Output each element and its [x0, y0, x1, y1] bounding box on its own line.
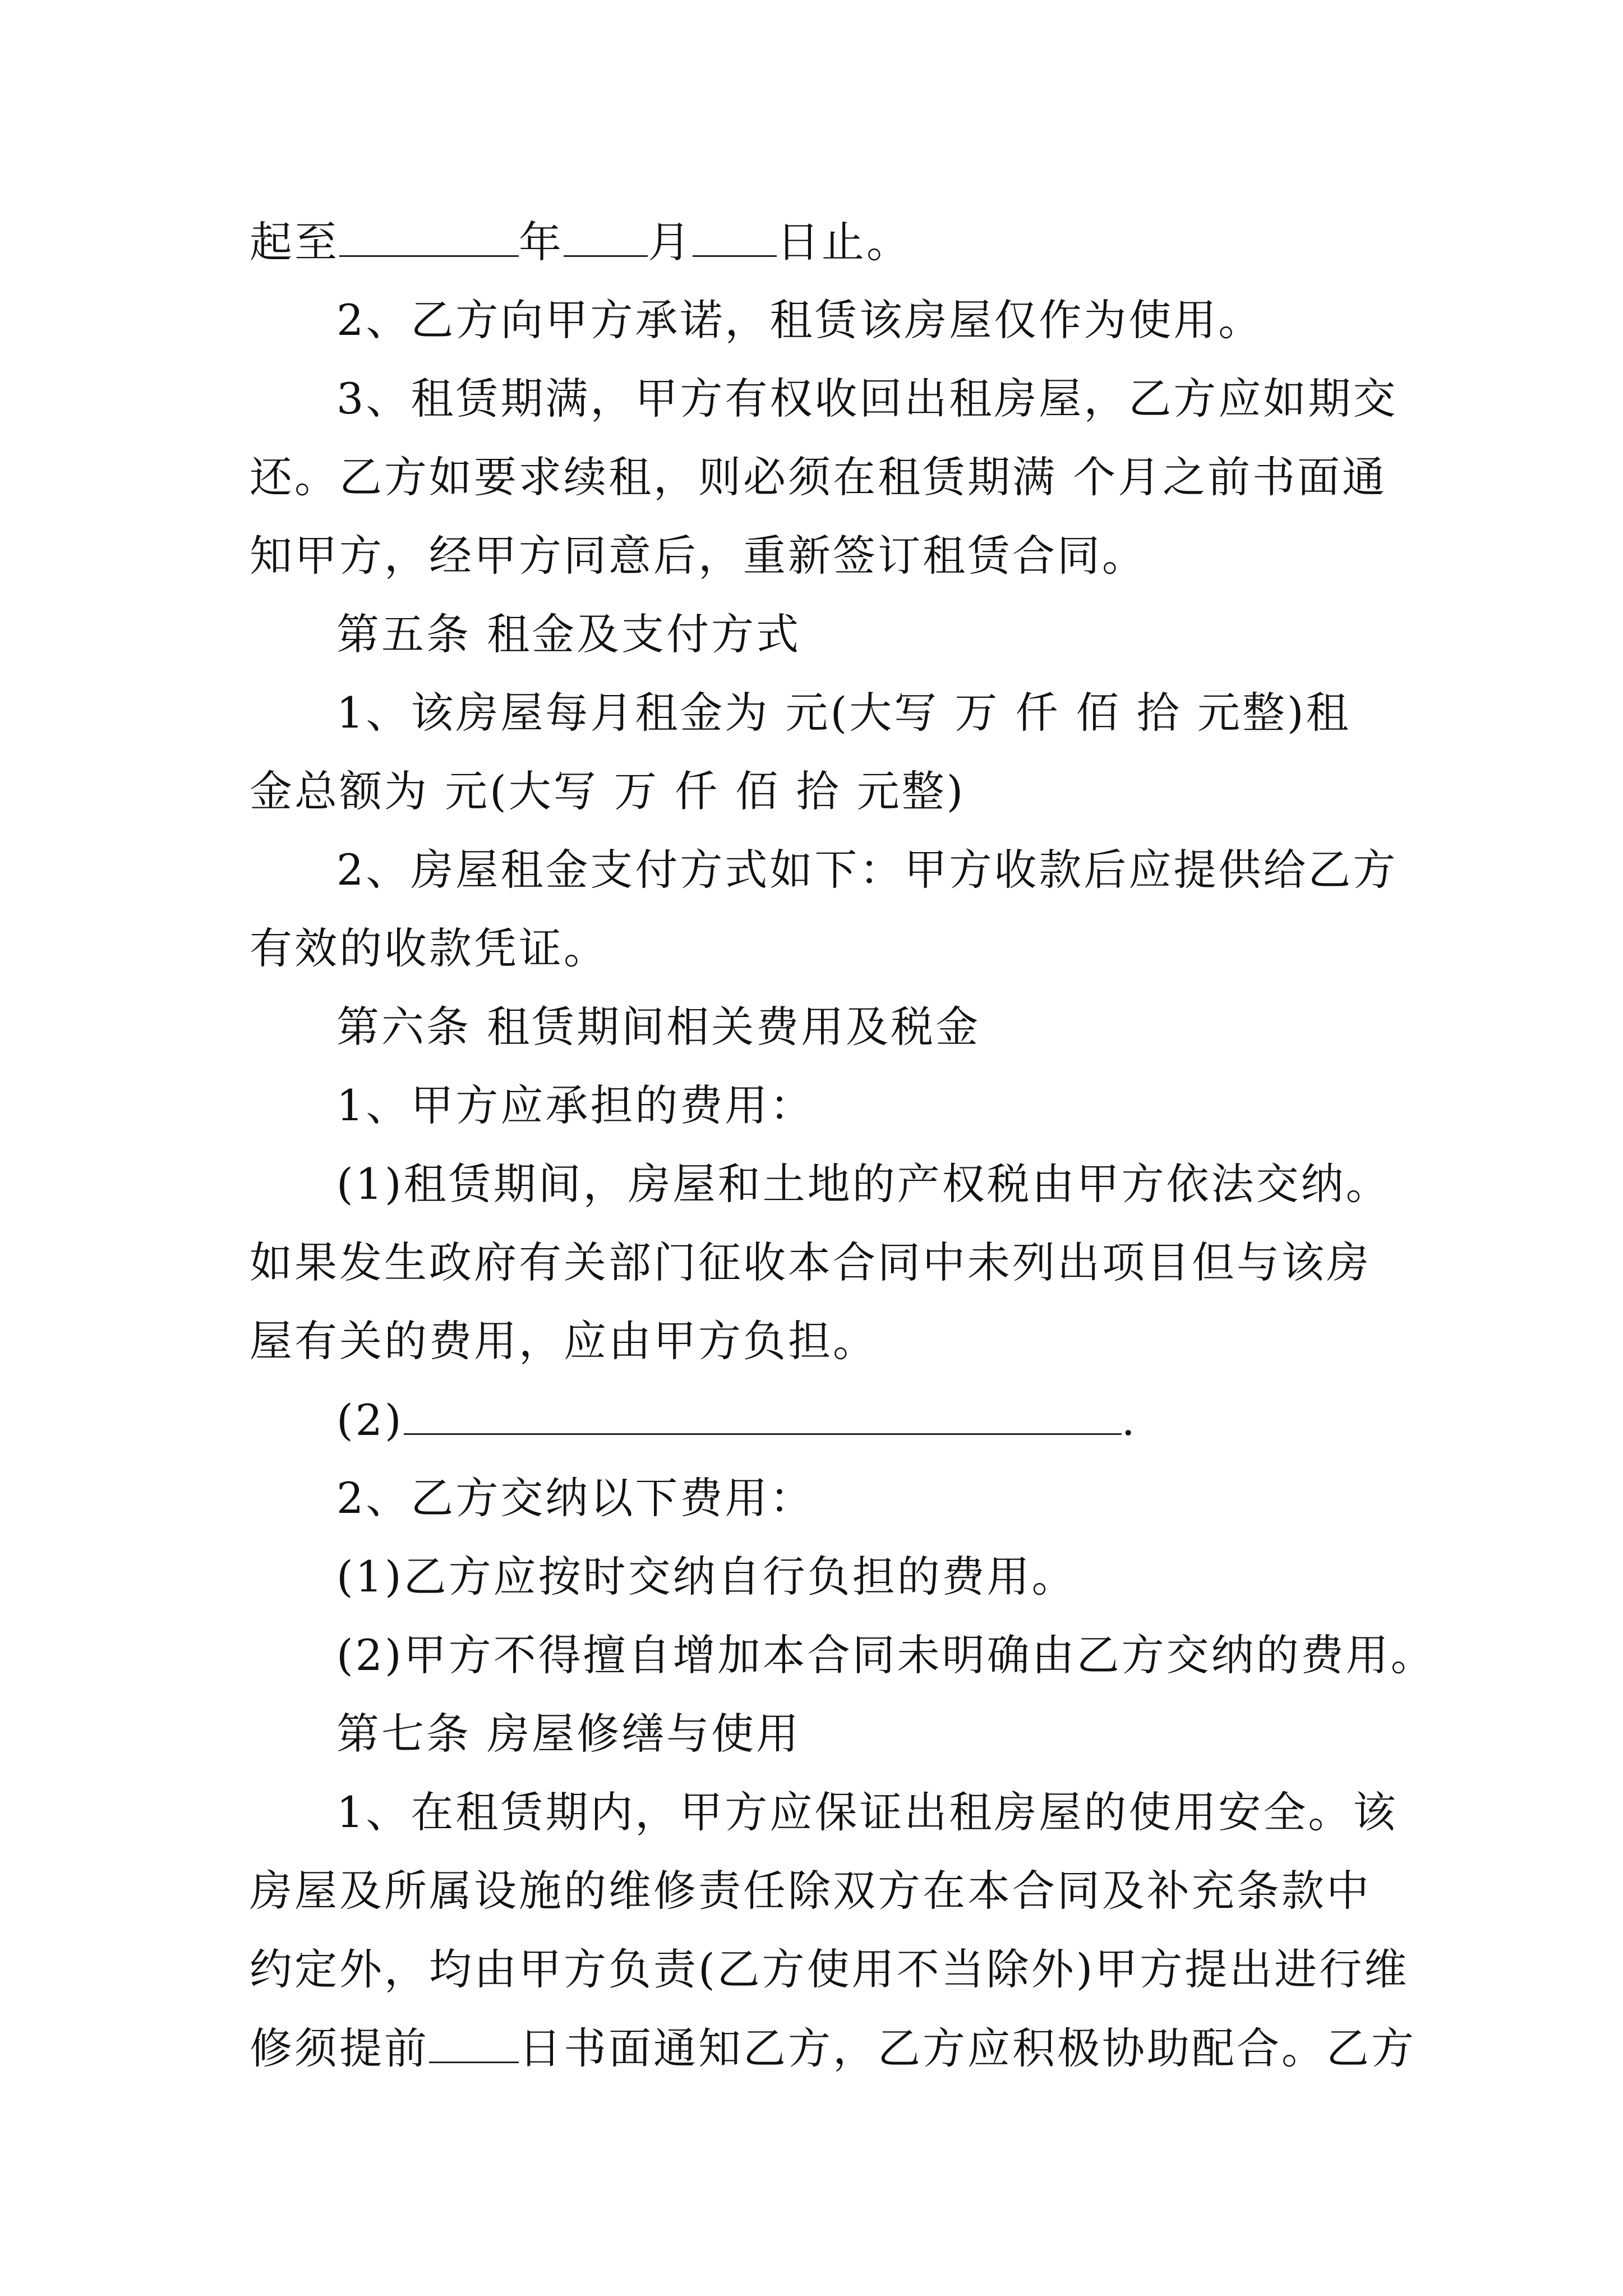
blank-year-field[interactable]: [339, 216, 519, 257]
blank-day-field[interactable]: [693, 216, 777, 257]
text-line-23: 约定外，均由甲方负责(乙方使用不当除外)甲方提出进行维: [250, 1944, 1409, 1994]
text-line-21: 1、在租赁期内，甲方应保证出租房屋的使用安全。该: [336, 1787, 1398, 1837]
blank-notice-days-field[interactable]: [429, 2022, 519, 2063]
text-line-8: 金总额为 元(大写 万 仟 佰 拾 元整): [250, 766, 966, 816]
text-line-5: 知甲方，经甲方同意后，重新签订租赁合同。: [250, 531, 1147, 581]
text-line-1: 起至 年 月 日止。: [250, 217, 911, 267]
text-line-13: (1)租赁期间，房屋和土地的产权税由甲方依法交纳。: [336, 1159, 1391, 1209]
text-line-3: 3、租赁期满，甲方有权收回出租房屋，乙方应如期交: [336, 374, 1398, 424]
text-line-15: 屋有关的费用，应由甲方负担。: [250, 1316, 878, 1366]
text-line-14: 如果发生政府有关部门征收本合同中未列出项目但与该房: [250, 1237, 1371, 1287]
text-line-2: 2、乙方向甲方承诺，租赁该房屋仅作为使用。: [336, 295, 1264, 345]
blank-other-fee-field[interactable]: [404, 1394, 1122, 1435]
blank-month-field[interactable]: [564, 216, 648, 257]
text-line-16: (2) .: [336, 1395, 1137, 1445]
text-line-22: 房屋及所属设施的维修责任除双方在本合同及补充条款中: [250, 1866, 1371, 1916]
text-line-19: (2)甲方不得擅自增加本合同未明确由乙方交纳的费用。: [336, 1630, 1436, 1680]
section-heading-6: 第六条 租赁期间相关费用及税金: [336, 1002, 981, 1052]
text-line-17: 2、乙方交纳以下费用：: [336, 1473, 815, 1523]
text-line-24: 修须提前 日书面通知乙方，乙方应积极协助配合。乙方: [250, 2023, 1416, 2073]
text-line-12: 1、甲方应承担的费用：: [336, 1080, 815, 1130]
section-heading-5: 第五条 租金及支付方式: [336, 609, 801, 659]
text-line-10: 有效的收款凭证。: [250, 923, 608, 973]
text-line-9: 2、房屋租金支付方式如下：甲方收款后应提供给乙方: [336, 845, 1398, 895]
text-line-4: 还。乙方如要求续租，则必须在租赁期满 个月之前书面通: [250, 452, 1387, 502]
text-line-7: 1、该房屋每月租金为 元(大写 万 仟 佰 拾 元整)租: [336, 688, 1351, 738]
section-heading-7: 第七条 房屋修缮与使用: [336, 1709, 801, 1759]
text-line-18: (1)乙方应按时交纳自行负担的费用。: [336, 1552, 1077, 1602]
